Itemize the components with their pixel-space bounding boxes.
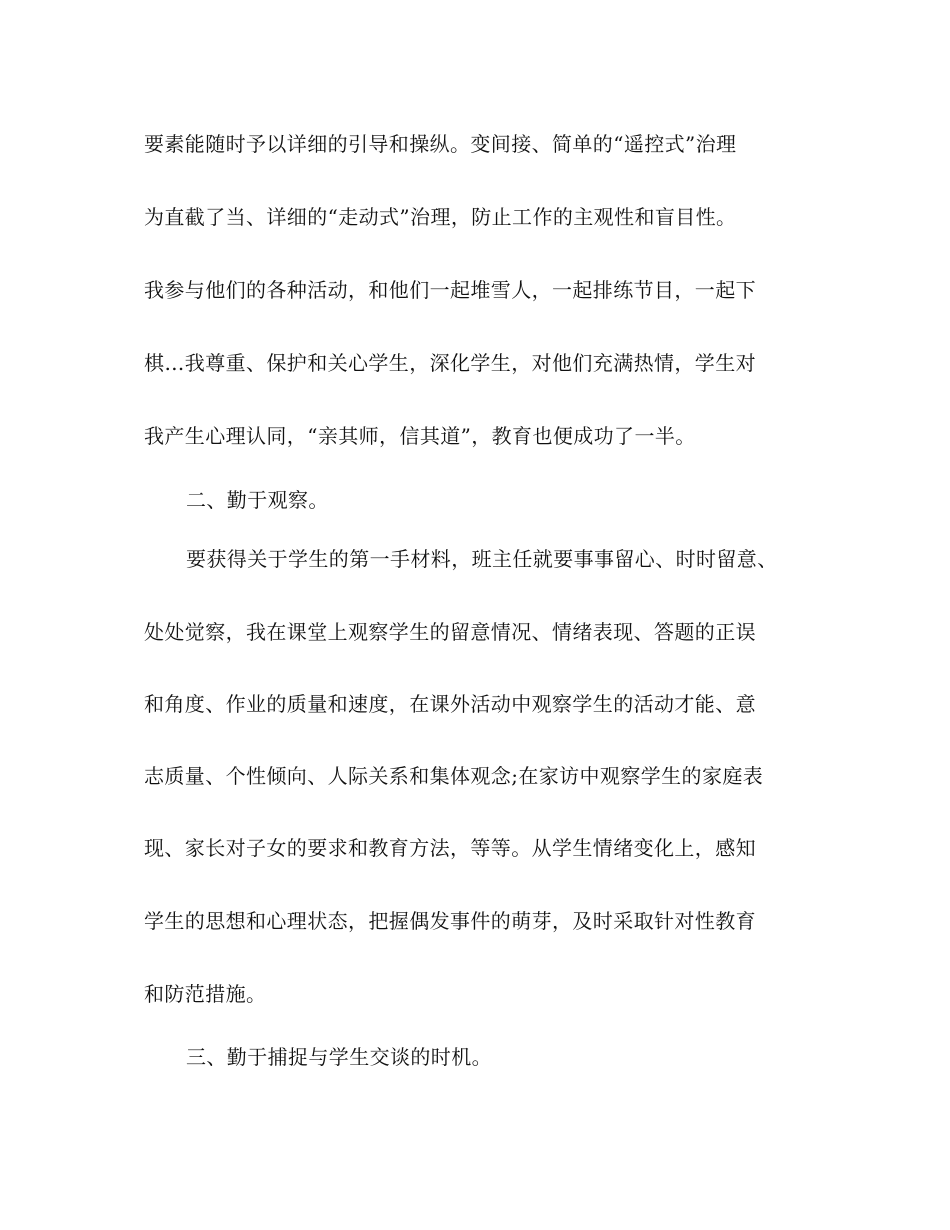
paragraph-line: 我参与他们的各种活动，和他们一起堆雪人，一起排练节目，一起下 (144, 278, 756, 302)
paragraph-line: 我产生心理认同，“亲其师，信其道”，教育也便成功了一半。 (144, 424, 696, 448)
paragraph-line: 现、家长对子女的要求和教育方法，等等。从学生情绪变化上，感知 (144, 836, 756, 860)
paragraph-line: 和防范措施。 (144, 982, 267, 1006)
paragraph-line: 为直截了当、详细的“走动式”治理，防止工作的主观性和盲目性。 (144, 205, 737, 229)
section-heading: 二、勤于观察。 (186, 488, 329, 512)
paragraph-line: 处处觉察，我在课堂上观察学生的留意情况、情绪表现、答题的正误 (144, 620, 756, 644)
paragraph-line: 要素能随时予以详细的引导和操纵。变间接、简单的“遥控式”治理 (144, 132, 737, 156)
paragraph-line: 和角度、作业的质量和速度，在课外活动中观察学生的活动才能、意 (144, 692, 756, 716)
paragraph-line: 志质量、个性倾向、人际关系和集体观念;在家访中观察学生的家庭表 (144, 764, 764, 788)
section-heading: 三、勤于捕捉与学生交谈的时机。 (186, 1045, 492, 1069)
paragraph-line: 学生的思想和心理状态，把握偶发事件的萌芽，及时采取针对性教育 (144, 909, 756, 933)
paragraph-line: 要获得关于学生的第一手材料，班主任就要事事留心、时时留意、 (186, 547, 778, 571)
paragraph-line: 棋…我尊重、保护和关心学生，深化学生，对他们充满热情，学生对 (144, 351, 756, 375)
